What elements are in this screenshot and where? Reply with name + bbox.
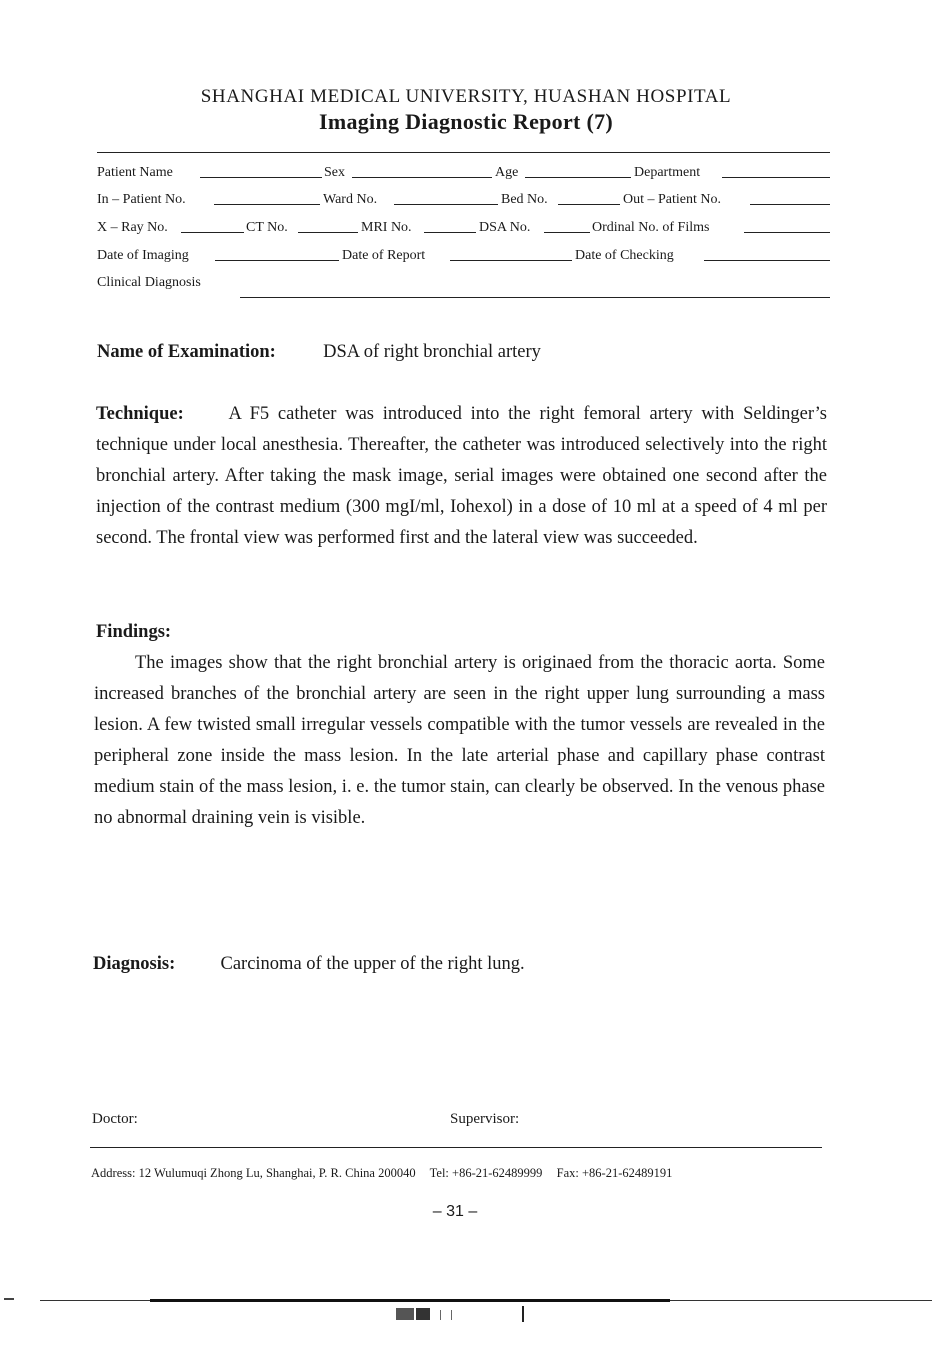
doctor-label: Doctor: [92,1111,138,1127]
department-field[interactable] [722,165,830,178]
sex-label: Sex [324,165,345,180]
ct-no-label: CT No. [246,220,288,235]
xray-no-label: X – Ray No. [97,220,168,235]
ct-no-field[interactable] [298,220,358,233]
technique-label: Technique: [96,404,184,424]
age-label: Age [495,165,519,180]
form-row-3 [97,220,830,240]
scan-binding-marks [396,1306,536,1322]
date-checking-label: Date of Checking [575,248,674,263]
technique-text: A F5 catheter was introduced into the right femoral artery with Seldinger’s technique under local anesthesia. Thereafter, the catheter was introduced selectively into the right bronchial artery. After taking the mask image, serial images were obtained one second after the injection of the contrast medium (300 mgI/ml, Iohexol) in a dose of 10 ml at a speed of 4 ml per second. The frontal view was performed first and the lateral view was succeeded. [96,404,828,548]
mri-no-field[interactable] [424,220,476,233]
form-row-4 [97,248,830,268]
clinical-diagnosis-field[interactable] [240,285,830,298]
ward-no-label: Ward No. [323,192,378,207]
scan-edge-thick-bar [150,1299,670,1302]
patient-name-field[interactable] [200,165,322,178]
ordinal-films-label: Ordinal No. of Films [592,220,710,235]
out-patient-no-label: Out – Patient No. [623,192,721,207]
footer-fax: Fax: +86-21-62489191 [556,1166,673,1180]
patient-name-label: Patient Name [97,165,173,180]
dsa-no-label: DSA No. [479,220,531,235]
findings-label: Findings: [96,622,172,642]
date-report-label: Date of Report [342,248,426,263]
diagnosis-value: Carcinoma of the upper of the right lung. [220,954,525,974]
form-row-2 [97,192,830,212]
age-field[interactable] [525,165,631,178]
footer-tel: Tel: +86-21-62489999 [429,1166,543,1180]
out-patient-no-field[interactable] [750,192,830,205]
supervisor-label: Supervisor: [450,1111,520,1127]
bed-no-field[interactable] [558,192,620,205]
page-number: – 31 – [432,1203,478,1220]
date-imaging-field[interactable] [215,248,339,261]
diagnosis-row [93,949,826,980]
header-top-rule [97,152,830,153]
mri-no-label: MRI No. [361,220,412,235]
ward-no-field[interactable] [394,192,498,205]
in-patient-no-field[interactable] [214,192,320,205]
examination-label: Name of Examination: [97,342,276,362]
scan-edge-mark-left [4,1298,14,1300]
hospital-name: SHANGHAI MEDICAL UNIVERSITY, HUASHAN HOSPITAL [200,86,732,107]
date-checking-field[interactable] [704,248,830,261]
report-title: Imaging Diagnostic Report (7) [318,109,614,134]
technique-section [96,399,827,554]
examination-row [97,337,830,368]
form-row-5 [97,275,830,295]
clinical-diagnosis-label: Clinical Diagnosis [97,275,201,290]
xray-no-field[interactable] [181,220,244,233]
footer-rule [90,1147,822,1148]
bed-no-label: Bed No. [501,192,548,207]
sex-field[interactable] [352,165,492,178]
ordinal-films-field[interactable] [744,220,830,233]
examination-value: DSA of right bronchial artery [323,342,541,362]
footer-contact [91,1166,831,1181]
department-label: Department [634,165,701,180]
in-patient-no-label: In – Patient No. [97,192,186,207]
form-row-1 [97,165,830,185]
findings-text: The images show that the right bronchial artery is originaed from the thoracic aorta. Some increased branches of the bronchial artery are seen in the right upper lung surrounding a mass lesion. A few twisted small irregular vessels compatible with the tumor vessels are revealed in the peripheral zone inside the mass lesion. In the late arterial phase and capillary phase contrast medium stain of the mass lesion, i. e. the tumor stain, can clearly be observed. In the venous phase no abnormal draining vein is visible. [94,653,825,828]
dsa-no-field[interactable] [544,220,590,233]
footer-address: Address: 12 Wulumuqi Zhong Lu, Shanghai, P. R. China 200040 [91,1166,416,1180]
date-imaging-label: Date of Imaging [97,248,189,263]
date-report-field[interactable] [450,248,572,261]
diagnosis-label: Diagnosis: [93,954,176,974]
